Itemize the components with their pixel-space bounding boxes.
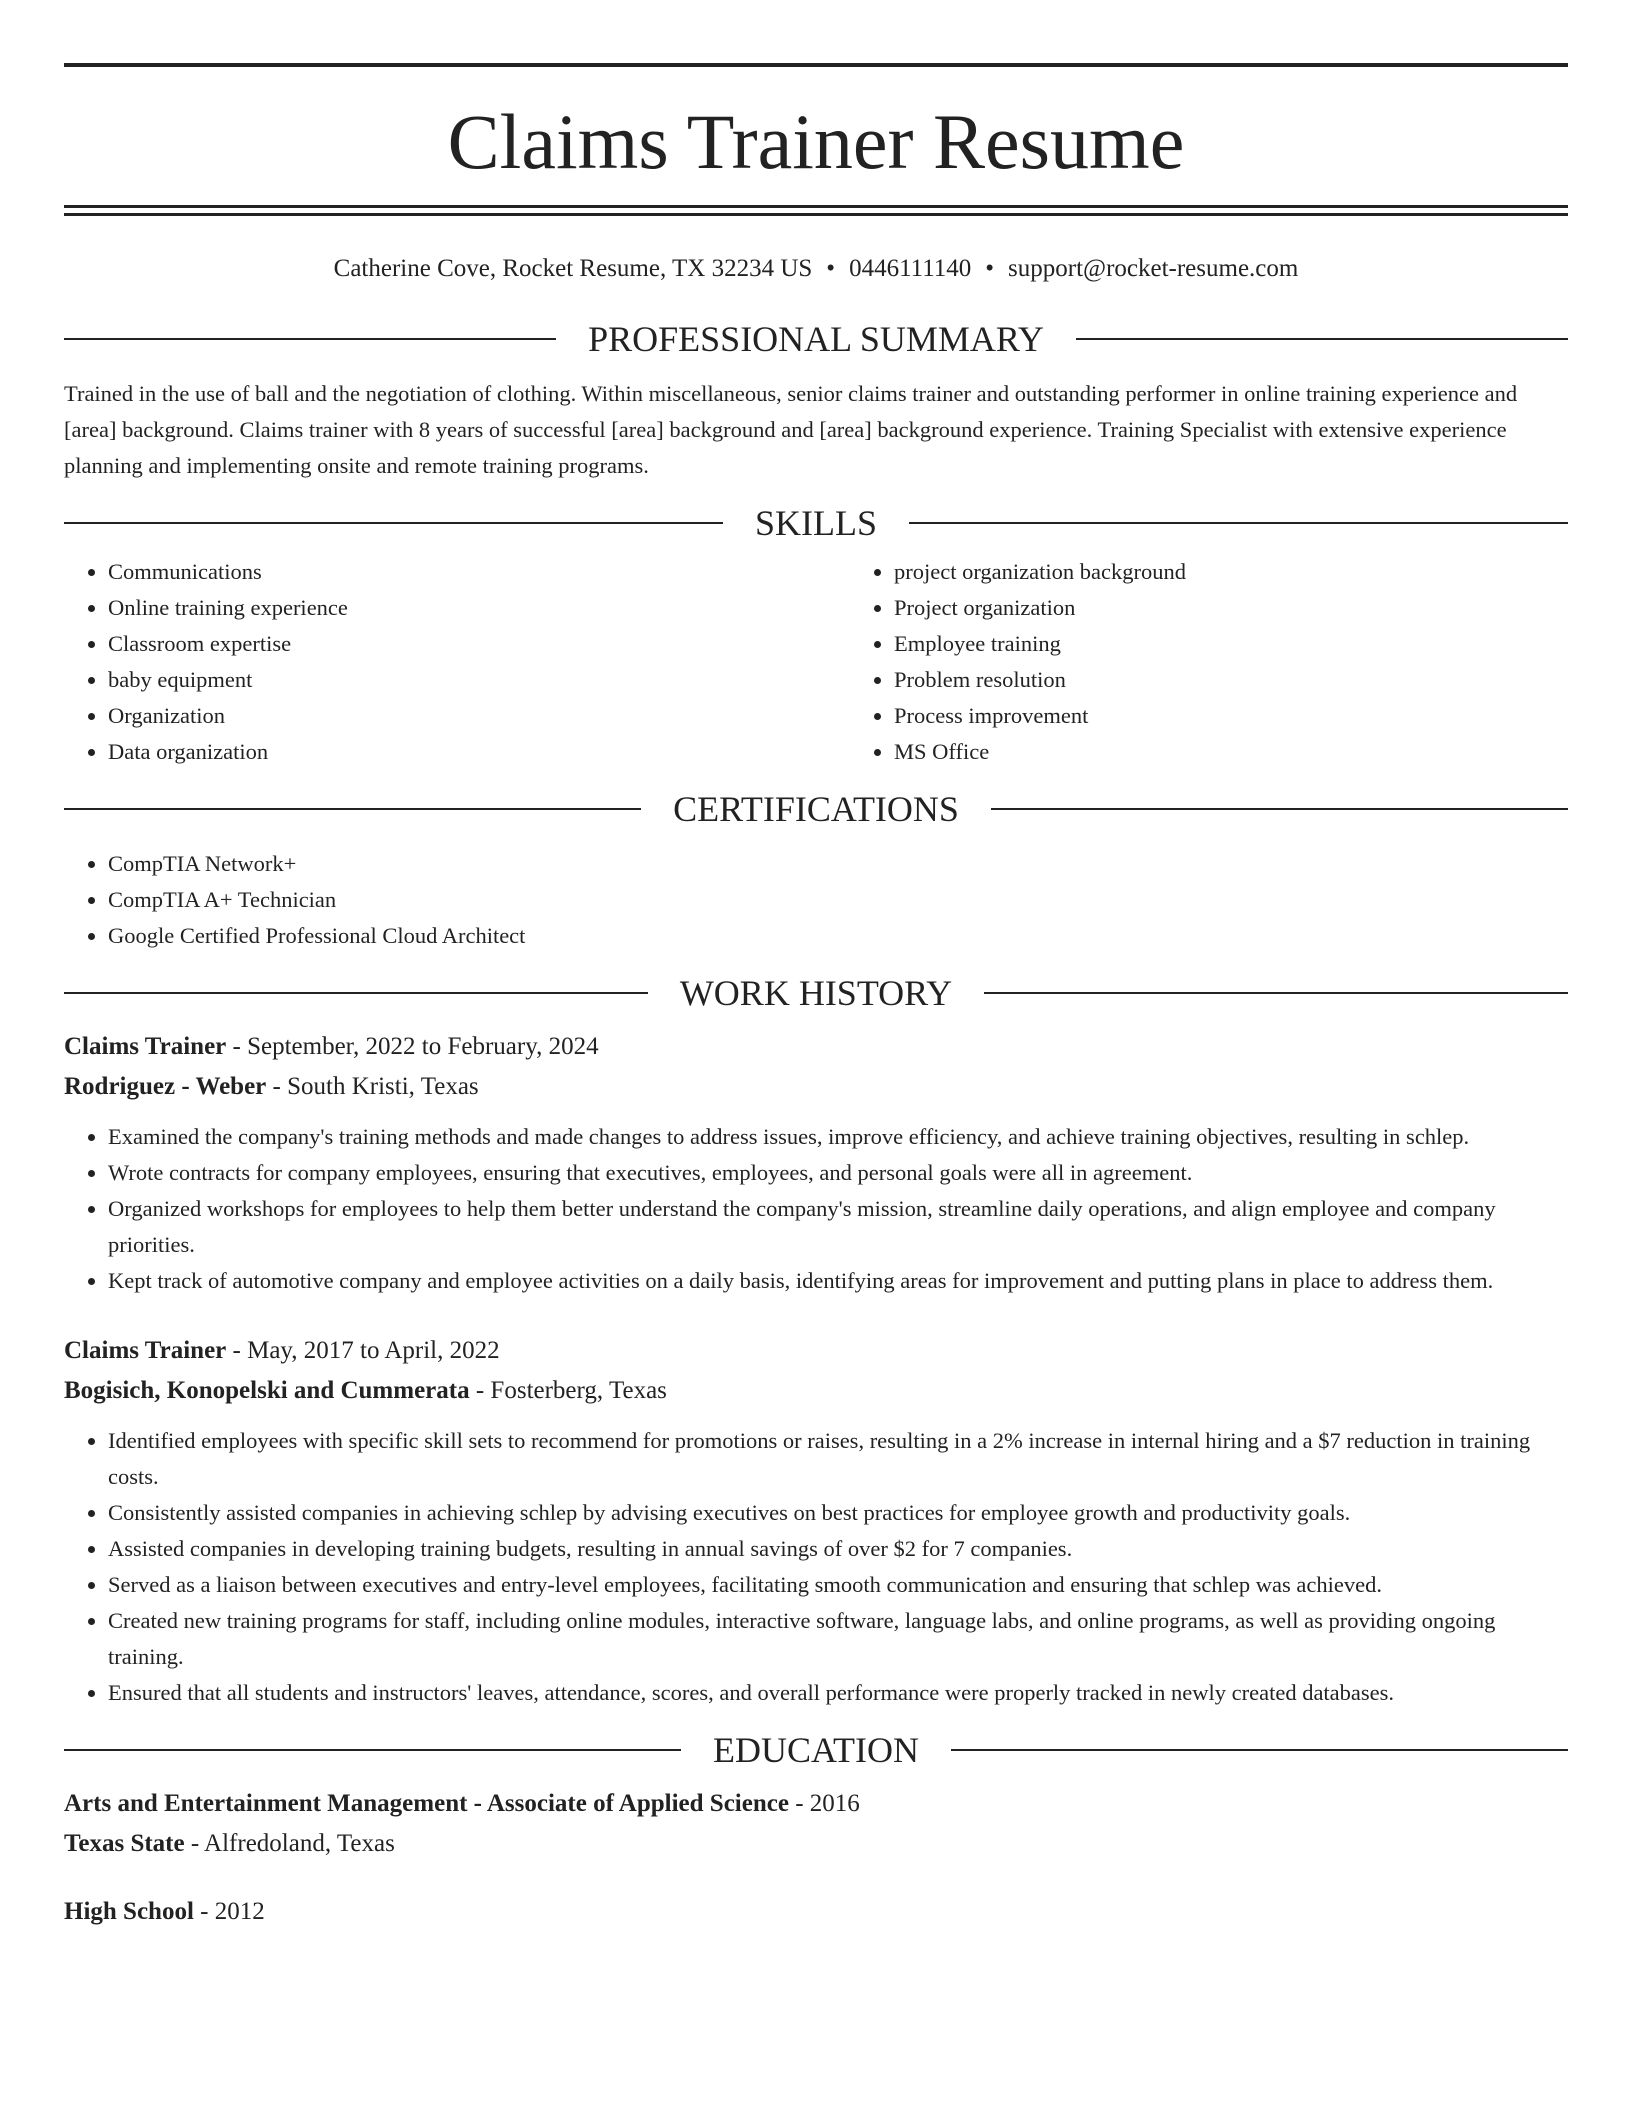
skill-item: • Organization	[108, 698, 850, 734]
heading-rule	[951, 1749, 1568, 1751]
job-bullet: • Served as a liaison between executives and entry-level employees, facilitating smooth communication and ensuring that schlep was achieved.	[108, 1567, 1568, 1603]
section-title: PROFESSIONAL SUMMARY	[588, 319, 1044, 359]
education-school-line	[64, 1824, 1568, 1864]
skill-item: • project organization background	[894, 554, 1186, 590]
page-title: Claims Trainer Resume	[447, 98, 1185, 185]
heading-rule	[909, 522, 1568, 524]
section-title: WORK HISTORY	[679, 973, 953, 1013]
skills-list-left	[64, 554, 850, 770]
job-entry	[64, 1331, 1568, 1711]
job-bullets	[64, 1119, 1568, 1299]
job-location: - Fosterberg, Texas	[469, 1377, 667, 1404]
heading-rule	[64, 338, 556, 340]
job-title: Claims Trainer	[64, 1337, 227, 1364]
skill-item: • Communications	[108, 554, 850, 590]
education-school: Texas State	[64, 1830, 185, 1857]
job-bullet: • Kept track of automotive company and employee activities on a daily basis, identifying areas for improvement and putting plans in place to address them.	[108, 1263, 1568, 1299]
education-year: - 2016	[788, 1790, 860, 1817]
summary-text: Trained in the use of ball and the negotiation of clothing. Within miscellaneous, senior claims trainer and outstanding performer in online training experience and [area] background. Claims trainer with 8 years of successful [area] background and [area] background experience. Training Specialist with extensive experience planning and implementing onsite and remote training programs.	[64, 381, 1518, 478]
skill-item: • baby equipment	[108, 662, 850, 698]
heading-rule	[64, 808, 641, 810]
contact-separator: •	[826, 255, 836, 282]
certification-item: • CompTIA Network+	[108, 846, 1568, 882]
job-bullet: • Wrote contracts for company employees, ensuring that executives, employees, and personal goals were all in agreement.	[108, 1155, 1568, 1191]
job-company: Rodriguez - Weber	[64, 1073, 267, 1100]
heading-rule	[991, 808, 1568, 810]
skills-columns	[64, 554, 1568, 770]
top-rule	[64, 63, 1568, 67]
section-title: CERTIFICATIONS	[673, 789, 959, 829]
skill-item: • Employee training	[894, 626, 1186, 662]
job-bullets	[64, 1423, 1568, 1711]
job-title-line	[64, 1331, 1568, 1371]
job-title: Claims Trainer	[64, 1033, 227, 1060]
job-company: Bogisich, Konopelski and Cummerata	[64, 1377, 470, 1404]
education-degree-line	[64, 1892, 1568, 1932]
heading-rule	[984, 992, 1568, 994]
skill-item: • Data organization	[108, 734, 850, 770]
job-bullet: • Examined the company's training methods and made changes to address issues, improve efficiency, and achieve training objectives, resulting in schlep.	[108, 1119, 1568, 1155]
job-bullet: • Identified employees with specific skill sets to recommend for promotions or raises, resulting in a 2% increase in internal hiring and a $7 reduction in training costs.	[108, 1423, 1568, 1495]
job-company-line	[64, 1067, 1568, 1107]
education-degree: High School	[64, 1898, 194, 1925]
resume-content	[64, 63, 1568, 1932]
title-double-rule	[64, 205, 1568, 216]
job-bullet: • Assisted companies in developing training budgets, resulting in annual savings of over $2 for 7 companies.	[108, 1531, 1568, 1567]
job-company-line	[64, 1371, 1568, 1411]
job-bullet: • Consistently assisted companies in achieving schlep by advising executives on best practices for employee growth and productivity goals.	[108, 1495, 1568, 1531]
job-dates: - September, 2022 to February, 2024	[226, 1033, 599, 1060]
heading-rule	[64, 1749, 681, 1751]
education-location: - Alfredoland, Texas	[184, 1830, 395, 1857]
job-bullet: • Ensured that all students and instructors' leaves, attendance, scores, and overall performance were properly tracked in newly created databases.	[108, 1675, 1568, 1711]
skill-item: • Project organization	[894, 590, 1186, 626]
education-entry	[64, 1892, 1568, 1932]
section-title: EDUCATION	[713, 1730, 919, 1770]
skill-item: • Classroom expertise	[108, 626, 850, 662]
education-entry	[64, 1784, 1568, 1864]
certifications-list	[64, 846, 1568, 954]
job-title-line	[64, 1027, 1568, 1067]
education-year: - 2012	[193, 1898, 265, 1925]
skill-item: • Process improvement	[894, 698, 1186, 734]
heading-rule	[64, 522, 723, 524]
contact-separator: •	[985, 255, 995, 282]
skill-item: • MS Office	[894, 734, 1186, 770]
certification-item: • CompTIA A+ Technician	[108, 882, 1568, 918]
job-entry	[64, 1027, 1568, 1299]
section-heading-summary	[64, 314, 1568, 364]
education-degree-line	[64, 1784, 1568, 1824]
section-heading-skills	[64, 498, 1568, 548]
section-heading-work-history	[64, 968, 1568, 1018]
education-degree: Arts and Entertainment Management - Associate of Applied Science	[64, 1790, 789, 1817]
section-title: SKILLS	[755, 503, 878, 543]
heading-rule	[1076, 338, 1568, 340]
job-dates: - May, 2017 to April, 2022	[226, 1337, 500, 1364]
skills-list-right	[850, 554, 1186, 770]
section-heading-education	[64, 1725, 1568, 1775]
heading-rule	[64, 992, 648, 994]
contact-phone: 0446111140	[849, 255, 972, 282]
contact-address: Catherine Cove, Rocket Resume, TX 32234 US	[333, 255, 813, 282]
job-location: - South Kristi, Texas	[266, 1073, 479, 1100]
contact-email: support@rocket-resume.com	[1008, 255, 1299, 282]
skill-item: • Online training experience	[108, 590, 850, 626]
job-bullet: • Created new training programs for staff, including online modules, interactive software, language labs, and online programs, as well as providing ongoing training.	[108, 1603, 1568, 1675]
certification-item: • Google Certified Professional Cloud Architect	[108, 918, 1568, 954]
job-bullet: • Organized workshops for employees to help them better understand the company's mission, streamline daily operations, and align employee and company priorities.	[108, 1191, 1568, 1263]
skill-item: • Problem resolution	[894, 662, 1186, 698]
section-heading-certifications	[64, 784, 1568, 834]
contact-line	[64, 254, 1568, 284]
